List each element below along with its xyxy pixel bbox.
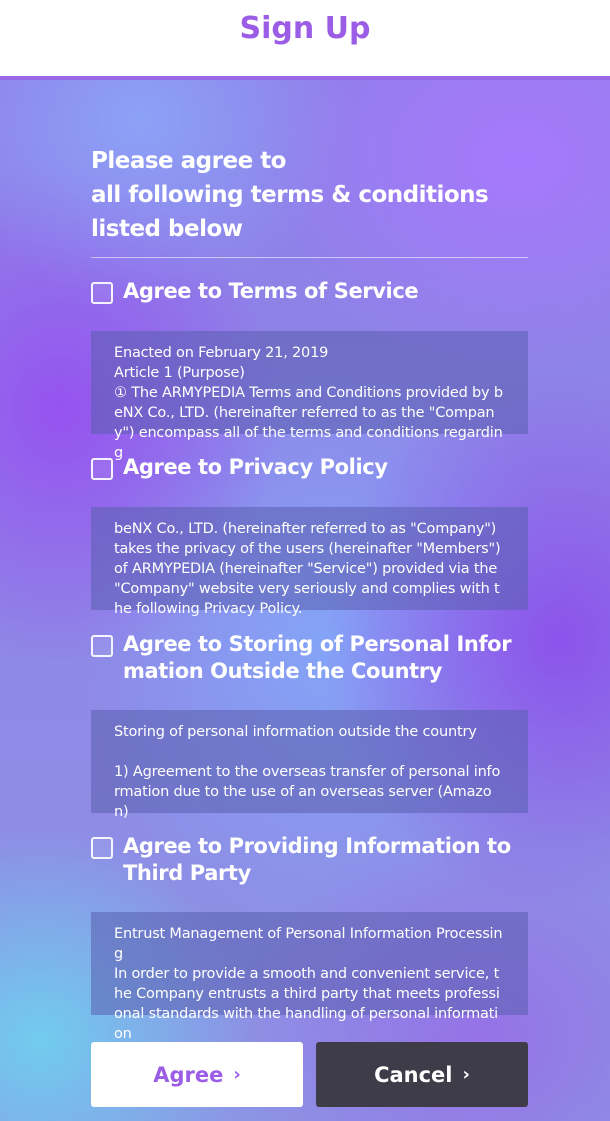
agree-terms-row[interactable]: [91, 278, 531, 305]
agree-third-party-row[interactable]: [91, 833, 531, 887]
header: [0, 0, 610, 76]
agree-third-party-checkbox[interactable]: [91, 837, 113, 859]
agree-overseas-storage-checkbox[interactable]: [91, 635, 113, 657]
agree-button[interactable]: [91, 1042, 303, 1107]
third-party-text[interactable]: Entrust Management of Personal Information Processing In order to provide a smooth and convenient service, the Company entrusts a third party that meets professional standards with the handling of personal information: [91, 912, 528, 1015]
terms-heading: Please agree to all following terms & conditions listed below: [91, 148, 489, 242]
agree-third-party-label[interactable]: Agree to Providing Information to Third Party: [123, 834, 511, 885]
chevron-right-icon: ›: [233, 1064, 241, 1085]
agree-button-label: Agree: [153, 1062, 224, 1087]
agree-overseas-storage-row[interactable]: [91, 631, 531, 685]
chevron-right-icon: ›: [462, 1064, 470, 1085]
heading-divider: [91, 257, 528, 258]
terms-of-service-text[interactable]: Enacted on February 21, 2019 Article 1 (Purpose) ① The ARMYPEDIA Terms and Conditions provided by beNX Co., LTD. (hereinafter referred to as the "Company") encompass all of the terms and conditions regarding: [91, 331, 528, 434]
agree-overseas-storage-label[interactable]: Agree to Storing of Personal Information Outside the Country: [123, 632, 512, 683]
agree-terms-label[interactable]: Agree to Terms of Service: [123, 279, 419, 303]
cancel-button-label: Cancel: [374, 1062, 453, 1087]
agree-terms-checkbox[interactable]: [91, 282, 113, 304]
agree-privacy-label[interactable]: Agree to Privacy Policy: [123, 455, 388, 479]
page-title: Sign Up: [239, 10, 371, 46]
agree-privacy-checkbox[interactable]: [91, 458, 113, 480]
agree-privacy-row[interactable]: [91, 454, 531, 481]
cancel-button[interactable]: [316, 1042, 528, 1107]
privacy-policy-text[interactable]: beNX Co., LTD. (hereinafter referred to as "Company") takes the privacy of the users (hereinafter "Members") of ARMYPEDIA (hereinafter "Service") provided via the "Company" website very seriously and complies with the following Privacy Policy.: [91, 507, 528, 610]
terms-panel: [0, 80, 610, 1121]
overseas-storage-text[interactable]: Storing of personal information outside the country 1) Agreement to the overseas transfer of personal information due to the use of an overseas server (Amazon): [91, 710, 528, 813]
